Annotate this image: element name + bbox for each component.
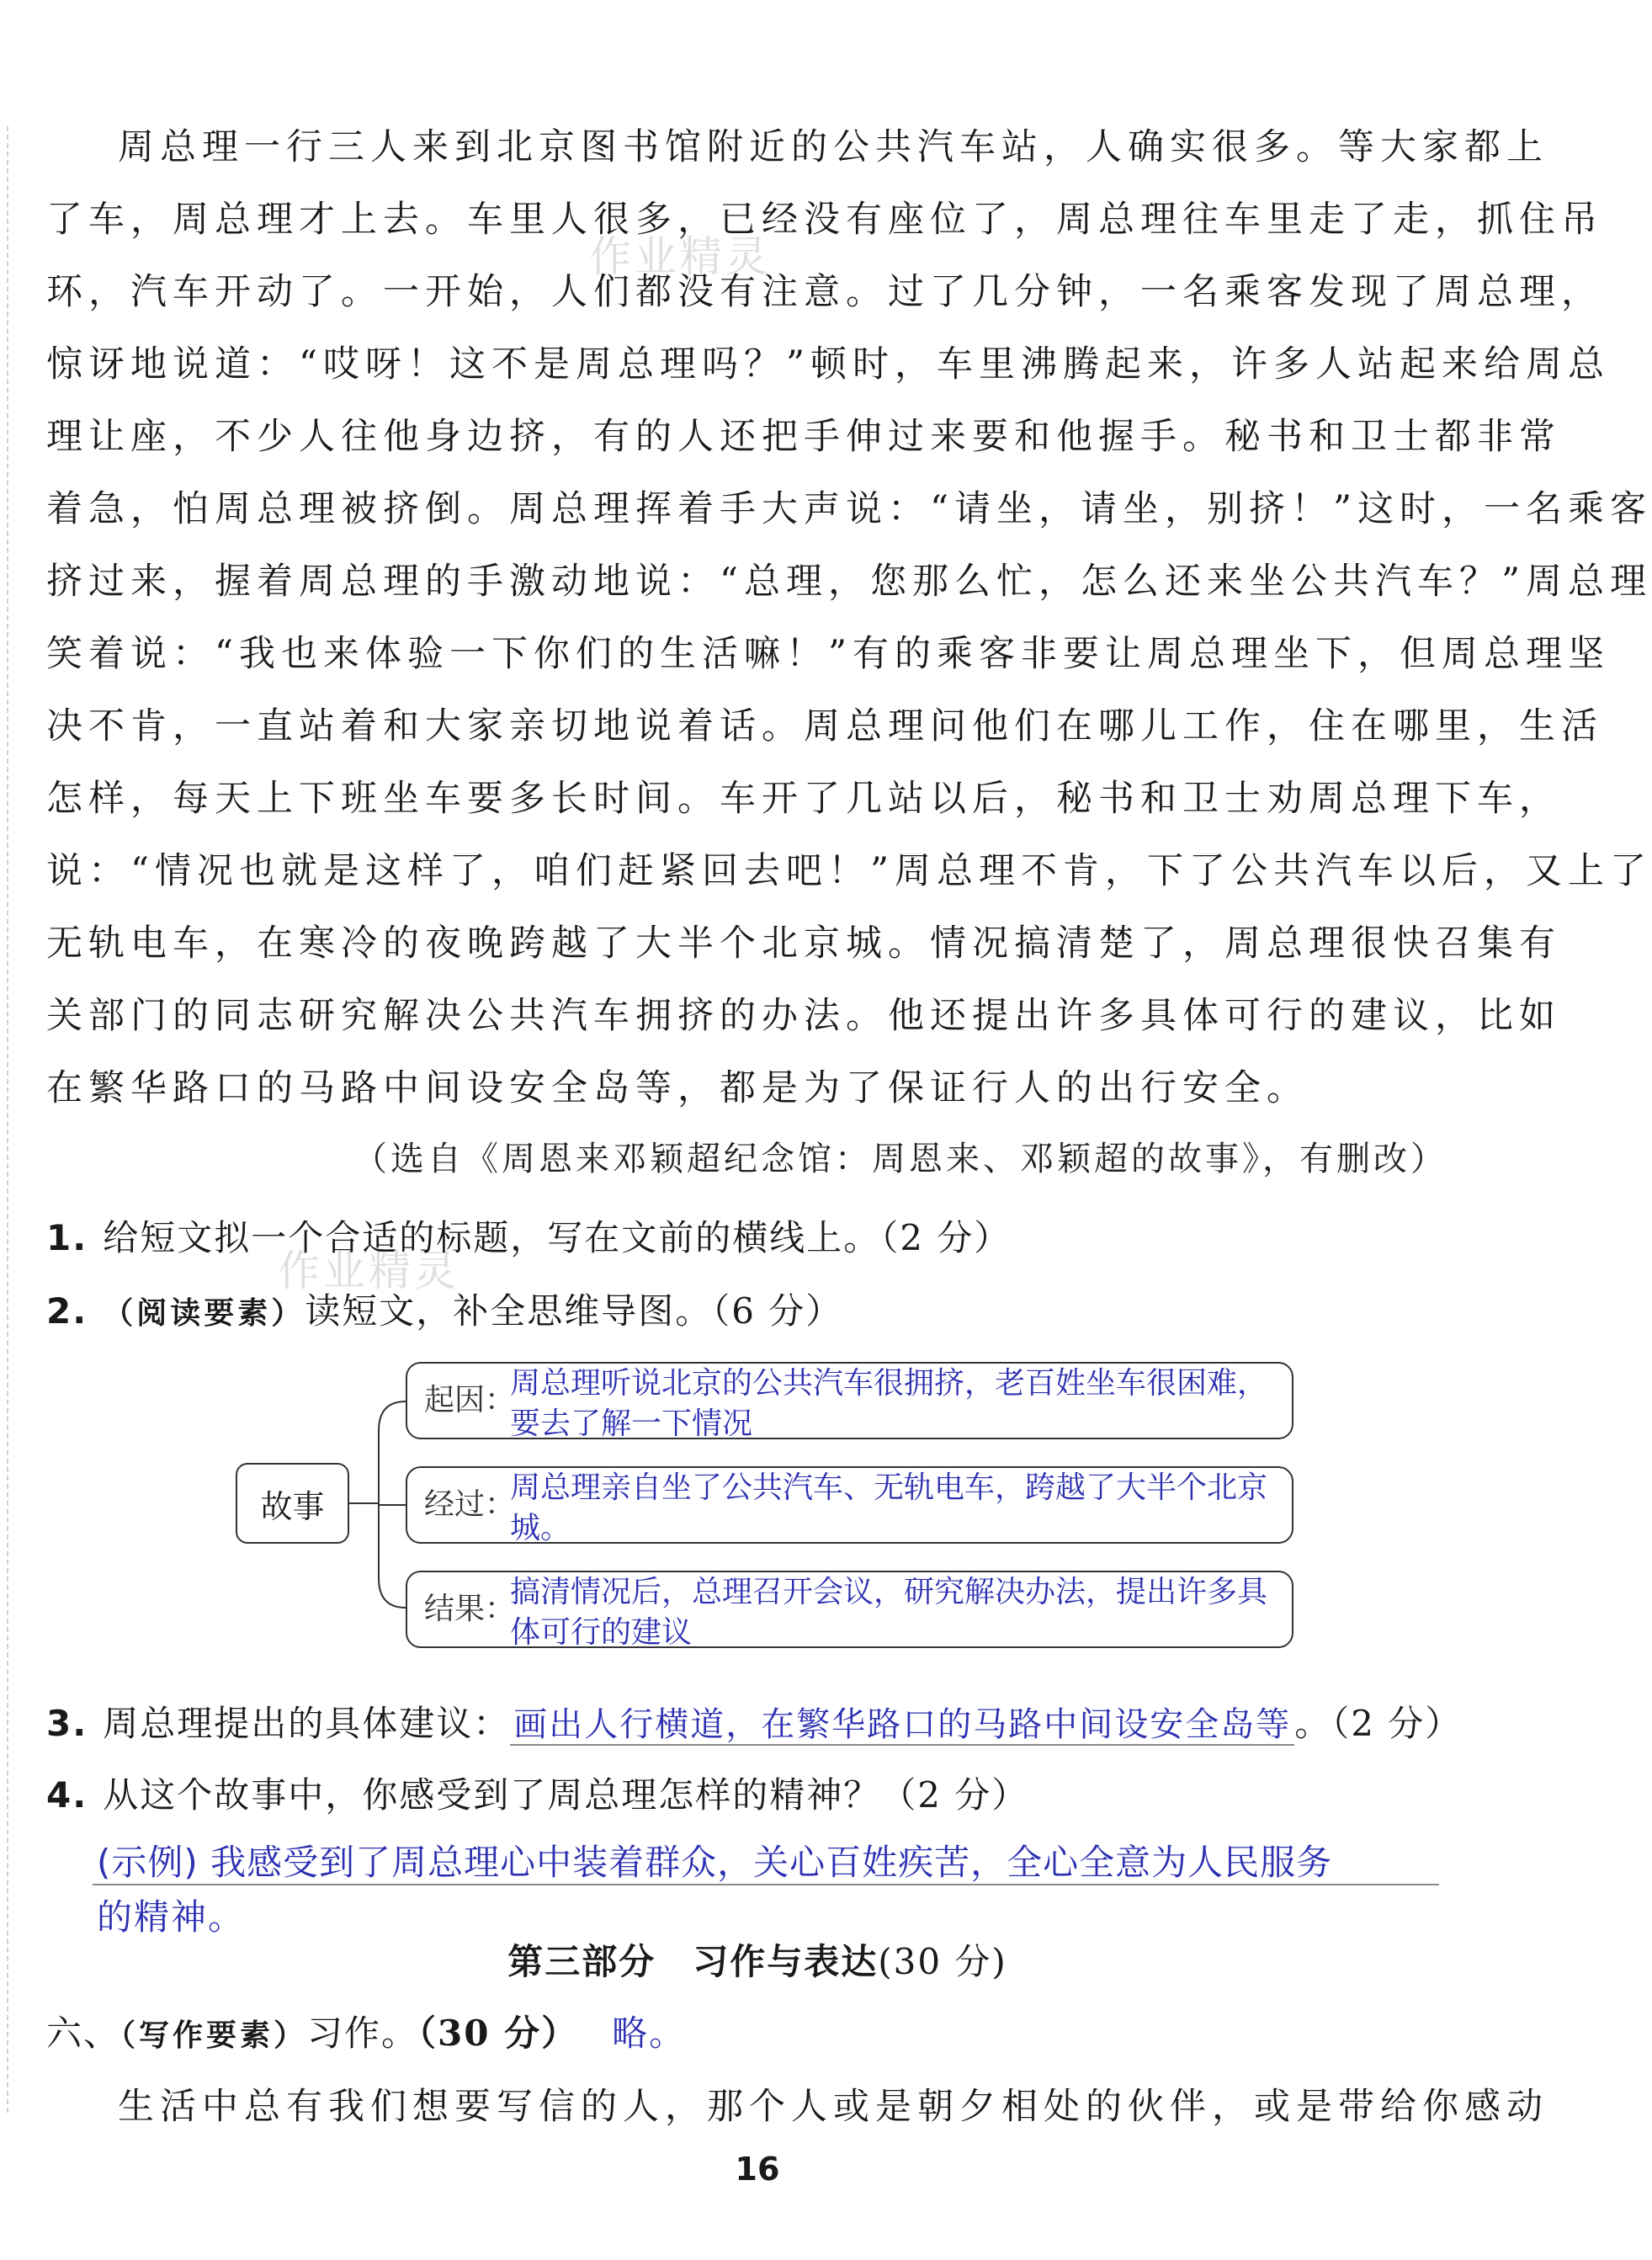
- section-title-text: 第三部分 习作与表达: [507, 1941, 879, 1982]
- closing-line: 生活中总有我们想要写信的人，那个人或是朝夕相处的伙伴，或是带给你感动: [118, 2086, 1548, 2128]
- question-number: 4.: [46, 1774, 88, 1816]
- branch-label: 起因：: [424, 1383, 516, 1417]
- question-text: 给短文拟一个合适的标题，写在文前的横线上。（2 分）: [103, 1217, 1012, 1258]
- question-3: [46, 1696, 1462, 1747]
- passage-source: （选自《周恩来邓颖超纪念馆：周恩来、邓颖超的故事》，有删改）: [353, 1140, 1447, 1178]
- passage-line: 无轨电车，在寒冷的夜晚跨越了大半个北京城。情况搞清楚了，周总理很快召集有: [46, 923, 1561, 965]
- branch-answer: 周总理亲自坐了公共汽车、无轨电车，跨越了大半个北京城。: [510, 1470, 1268, 1545]
- passage-line: 环，汽车开动了。一开始，人们都没有注意。过了几分钟，一名乘客发现了周总理，: [46, 271, 1603, 313]
- passage-line: 说：“情况也就是这样了，咱们赶紧回去吧！”周总理不肯，下了公共汽车以后，又上了: [46, 850, 1652, 892]
- branch-answer: 周总理听说北京的公共汽车很拥挤，老百姓坐车很困难，要去了解一下情况: [510, 1366, 1268, 1441]
- passage-line: 挤过来，握着周总理的手激动地说：“总理，您那么忙，怎么还来坐公共汽车？”周总理: [46, 561, 1652, 603]
- passage-line: 着急，怕周总理被挤倒。周总理挥着手大声说：“请坐，请坐，别挤！”这时，一名乘客: [46, 488, 1652, 530]
- watermark: 作业精灵: [278, 1247, 459, 1295]
- passage-line: 了车，周总理才上去。车里人很多，已经没有座位了，周总理往车里走了走，抓住吊: [46, 199, 1603, 241]
- passage-line: 理让座，不少人往他身边挤，有的人还把手伸过来要和他握手。秘书和卫士都非常: [46, 416, 1561, 458]
- question-tag: （阅读要素）: [103, 1295, 305, 1331]
- mindmap-branch-cause: [406, 1362, 1293, 1439]
- answer-field: 画出人行横道，在繁华路口的马路中间设安全岛等: [510, 1705, 1294, 1746]
- passage-line: 惊讶地说道：“哎呀！这不是周总理吗？”顿时，车里沸腾起来，许多人站起来给周总: [46, 343, 1610, 386]
- passage-line: 在繁华路口的马路中间设安全岛等，都是为了保证行人的出行安全。: [46, 1067, 1309, 1109]
- passage-line: 怎样，每天上下班坐车要多长时间。车开了几站以后，秘书和卫士劝周总理下车，: [46, 778, 1561, 820]
- answer-line-1: (示例) 我感受到了周总理心中装着群众，关心百姓疾苦，全心全意为人民服务: [97, 1842, 1333, 1883]
- question-number: 3.: [46, 1703, 88, 1744]
- question-6: [46, 2006, 686, 2056]
- watermark: 作业精灵: [589, 232, 771, 281]
- question-text: 从这个故事中，你感受到了周总理怎样的精神？（2 分）: [103, 1774, 1029, 1816]
- section-title: [0, 1934, 1515, 1985]
- question-points: 。（2 分）: [1294, 1703, 1463, 1744]
- passage-line: 关部门的同志研究解决公共汽车拥挤的办法。他还提出许多具体可行的建议，比如: [46, 995, 1561, 1037]
- branch-answer: 搞清情况后，总理召开会议，研究解决办法，提出许多具体可行的建议: [510, 1575, 1268, 1650]
- question-number: 2.: [46, 1290, 88, 1332]
- page-number: 16: [735, 2151, 780, 2188]
- branch-label: 结果：: [424, 1592, 516, 1626]
- branch-label: 经过：: [424, 1487, 516, 1522]
- question-text: 习作。: [307, 2013, 419, 2054]
- question-points: （30 分）: [418, 2013, 579, 2054]
- answer-underline: [93, 1884, 1439, 1885]
- passage-line: 周总理一行三人来到北京图书馆附近的公共汽车站，人确实很多。等大家都上: [118, 126, 1548, 168]
- question-4: [46, 1768, 1028, 1818]
- question-text: 周总理提出的具体建议：: [103, 1703, 511, 1744]
- question-prefix: 六、: [46, 2013, 121, 2054]
- question-text: 读短文，补全思维导图。（6 分）: [305, 1290, 843, 1332]
- section-points: (30 分): [878, 1941, 1007, 1982]
- answer-text: 略。: [612, 2013, 687, 2054]
- mindmap-root: 故事: [236, 1463, 349, 1544]
- mindmap-branch-process: [406, 1466, 1293, 1544]
- question-tag: （写作要素）: [120, 2018, 308, 2053]
- answer-line-2: 的精神。: [97, 1896, 246, 1938]
- question-number: 1.: [46, 1217, 88, 1258]
- passage-line: 笑着说：“我也来体验一下你们的生活嘛！”有的乘客非要让周总理坐下，但周总理坚: [46, 633, 1610, 675]
- mindmap-branch-result: [406, 1571, 1293, 1648]
- passage-line: 决不肯，一直站着和大家亲切地说着话。周总理问他们在哪儿工作，住在哪里，生活: [46, 705, 1603, 747]
